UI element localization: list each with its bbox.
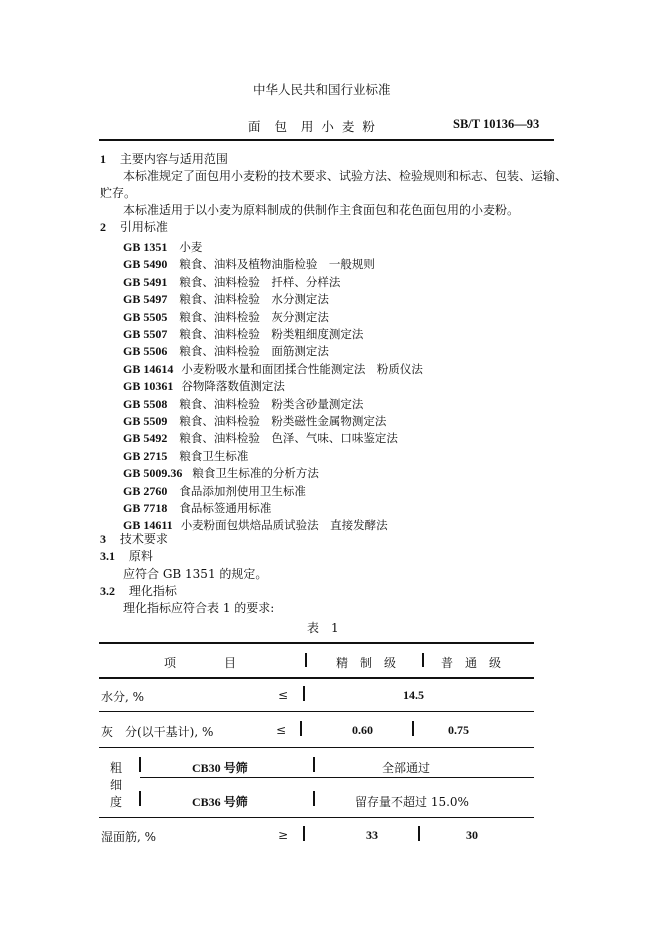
- fineness-char-2: 细: [110, 778, 123, 792]
- column-divider: [300, 721, 302, 736]
- table-row-rule: [99, 817, 534, 818]
- reference-code: GB 5505: [123, 309, 168, 324]
- reference-code: GB 14614: [123, 361, 174, 376]
- column-divider: [313, 791, 315, 806]
- reference-code: GB 5492: [123, 431, 168, 446]
- section-number: 2: [100, 220, 106, 234]
- table-row-rule: [99, 711, 534, 712]
- reference-code: GB 2760: [123, 483, 168, 498]
- moisture-value: 14.5: [403, 688, 424, 702]
- sieve-36-label: CB36 号筛: [192, 795, 248, 809]
- reference-code: GB 5509: [123, 414, 168, 428]
- list-item: [123, 236, 202, 255]
- scope-paragraph-line2: 贮存。: [100, 186, 137, 200]
- column-header-fine: 精 制 级: [336, 656, 397, 670]
- reference-code: GB 1351: [123, 240, 168, 254]
- section-number: 3.2: [100, 584, 115, 598]
- reference-code: GB 7718: [123, 501, 168, 515]
- fineness-char-1: 粗: [110, 761, 123, 775]
- list-item: [123, 340, 329, 359]
- section-title: 引用标准: [119, 220, 168, 234]
- reference-code: GB 5506: [123, 344, 168, 359]
- sieve-30-label: CB30 号筛: [192, 761, 248, 775]
- header-rule: [99, 139, 554, 141]
- reference-code: GB 5507: [123, 327, 168, 341]
- reference-code: GB 5491: [123, 274, 168, 289]
- fineness-char-3: 度: [110, 795, 123, 809]
- reference-title: 粮食、油料检验 水分测定法: [179, 292, 329, 307]
- column-divider: [139, 757, 141, 772]
- list-item: [123, 288, 329, 307]
- section-title: 技术要求: [119, 532, 168, 546]
- reference-title: 粮食、油料检验 扦样、分样法: [179, 274, 341, 289]
- issuer-title: 中华人民共和国行业标准: [253, 82, 391, 97]
- table-row-rule: [99, 747, 534, 748]
- section-3-heading: [100, 531, 168, 548]
- reference-title: 粮食、油料检验 色泽、气味、口味鉴定法: [179, 431, 398, 446]
- section-number: 3: [100, 532, 106, 546]
- gluten-label: 湿面筋, %: [101, 830, 157, 844]
- reference-title: 粮食卫生标准的分析方法: [192, 466, 319, 481]
- physicochemical-text: 理化指标应符合表 1 的要求:: [123, 601, 275, 615]
- column-divider: [303, 826, 305, 841]
- column-divider: [412, 721, 414, 736]
- list-item: [123, 445, 248, 464]
- ash-sign: ≤: [276, 723, 287, 737]
- sieve-30-value: 全部通过: [382, 761, 431, 775]
- reference-code: GB 5490: [123, 257, 168, 272]
- column-divider: [305, 653, 307, 667]
- reference-title: 食品标签通用标准: [179, 501, 272, 515]
- column-divider: [422, 653, 424, 667]
- scope-paragraph-line1: 本标准规定了面包用小麦粉的技术要求、试验方法、检验规则和标志、包装、运输、: [123, 169, 568, 183]
- table-caption: 表 1: [307, 621, 339, 635]
- column-header-normal: 普 通 级: [441, 656, 502, 670]
- reference-title: 粮食、油料检验 灰分测定法: [179, 309, 329, 324]
- reference-code: GB 5009.36: [123, 466, 183, 481]
- list-item: [123, 497, 271, 516]
- column-header-item: 项 目: [164, 656, 237, 670]
- reference-code: GB 2715: [123, 448, 168, 463]
- list-item: [123, 323, 363, 342]
- list-item: [123, 462, 319, 481]
- reference-title: 小麦: [179, 240, 203, 254]
- document-title: 面 包 用 小 麦 粉: [248, 119, 377, 134]
- reference-title: 食品添加剂使用卫生标准: [179, 483, 306, 498]
- reference-code: GB 5497: [123, 292, 168, 307]
- list-item: [123, 480, 306, 499]
- list-item: [123, 427, 398, 446]
- reference-code: GB 14611: [123, 518, 173, 533]
- section-title: 原料: [128, 549, 153, 563]
- reference-code: GB 5508: [123, 396, 168, 411]
- reference-title: 粮食、油料检验 面筋测定法: [179, 344, 329, 359]
- table-top-rule: [99, 642, 534, 644]
- sieve-36-value: 留存量不超过 15.0%: [355, 795, 469, 809]
- reference-title: 谷物降落数值测定法: [181, 379, 285, 394]
- section-title: 主要内容与适用范围: [119, 152, 228, 166]
- list-item: [123, 393, 363, 412]
- list-item: [123, 410, 386, 429]
- reference-title: 粮食、油料检验 粉类粗细度测定法: [179, 327, 364, 341]
- raw-material-text: 应符合 GB 1351 的规定。: [123, 567, 268, 581]
- table-header-rule: [99, 677, 534, 679]
- reference-title: 粮食、油料检验 粉类含砂量测定法: [179, 396, 364, 411]
- gluten-fine-value: 33: [366, 828, 378, 842]
- moisture-label: 水分, %: [101, 690, 145, 704]
- reference-title: 粮食、油料及植物油脂检验 一般规则: [179, 257, 375, 272]
- column-divider: [313, 757, 315, 772]
- list-item: [123, 358, 423, 377]
- ash-normal-value: 0.75: [448, 723, 469, 737]
- list-item: [123, 271, 340, 290]
- gluten-sign: ≥: [278, 828, 289, 842]
- section-3-2-heading: [100, 583, 177, 600]
- column-divider: [418, 826, 420, 841]
- section-number: 1: [100, 152, 106, 166]
- reference-title: 小麦粉面包烘焙品质试验法 直接发酵法: [180, 518, 388, 533]
- list-item: [123, 253, 375, 272]
- section-title: 理化指标: [128, 584, 177, 598]
- reference-title: 粮食卫生标准: [179, 448, 249, 463]
- reference-title: 粮食、油料检验 粉类磁性金属物测定法: [179, 414, 387, 428]
- reference-title: 小麦粉吸水量和面团揉合性能测定法 粉质仪法: [181, 361, 423, 376]
- reference-code: GB 10361: [123, 379, 174, 394]
- section-1-heading: [100, 151, 228, 168]
- list-item: [123, 375, 285, 394]
- section-number: 3.1: [100, 549, 115, 563]
- moisture-sign: ≤: [278, 688, 289, 702]
- list-item: [123, 306, 329, 325]
- table-row-rule: [140, 777, 534, 778]
- applicability-paragraph: 本标准适用于以小麦为原料制成的供制作主食面包和花色面包用的小麦粉。: [123, 203, 520, 217]
- gluten-normal-value: 30: [466, 828, 478, 842]
- column-divider: [303, 686, 305, 701]
- standard-number: SB/T 10136—93: [453, 117, 540, 131]
- section-3-1-heading: [100, 548, 153, 565]
- section-2-heading: [100, 219, 168, 236]
- column-divider: [139, 791, 141, 806]
- ash-label: 灰 分(以干基计), %: [101, 725, 214, 739]
- ash-fine-value: 0.60: [352, 723, 373, 737]
